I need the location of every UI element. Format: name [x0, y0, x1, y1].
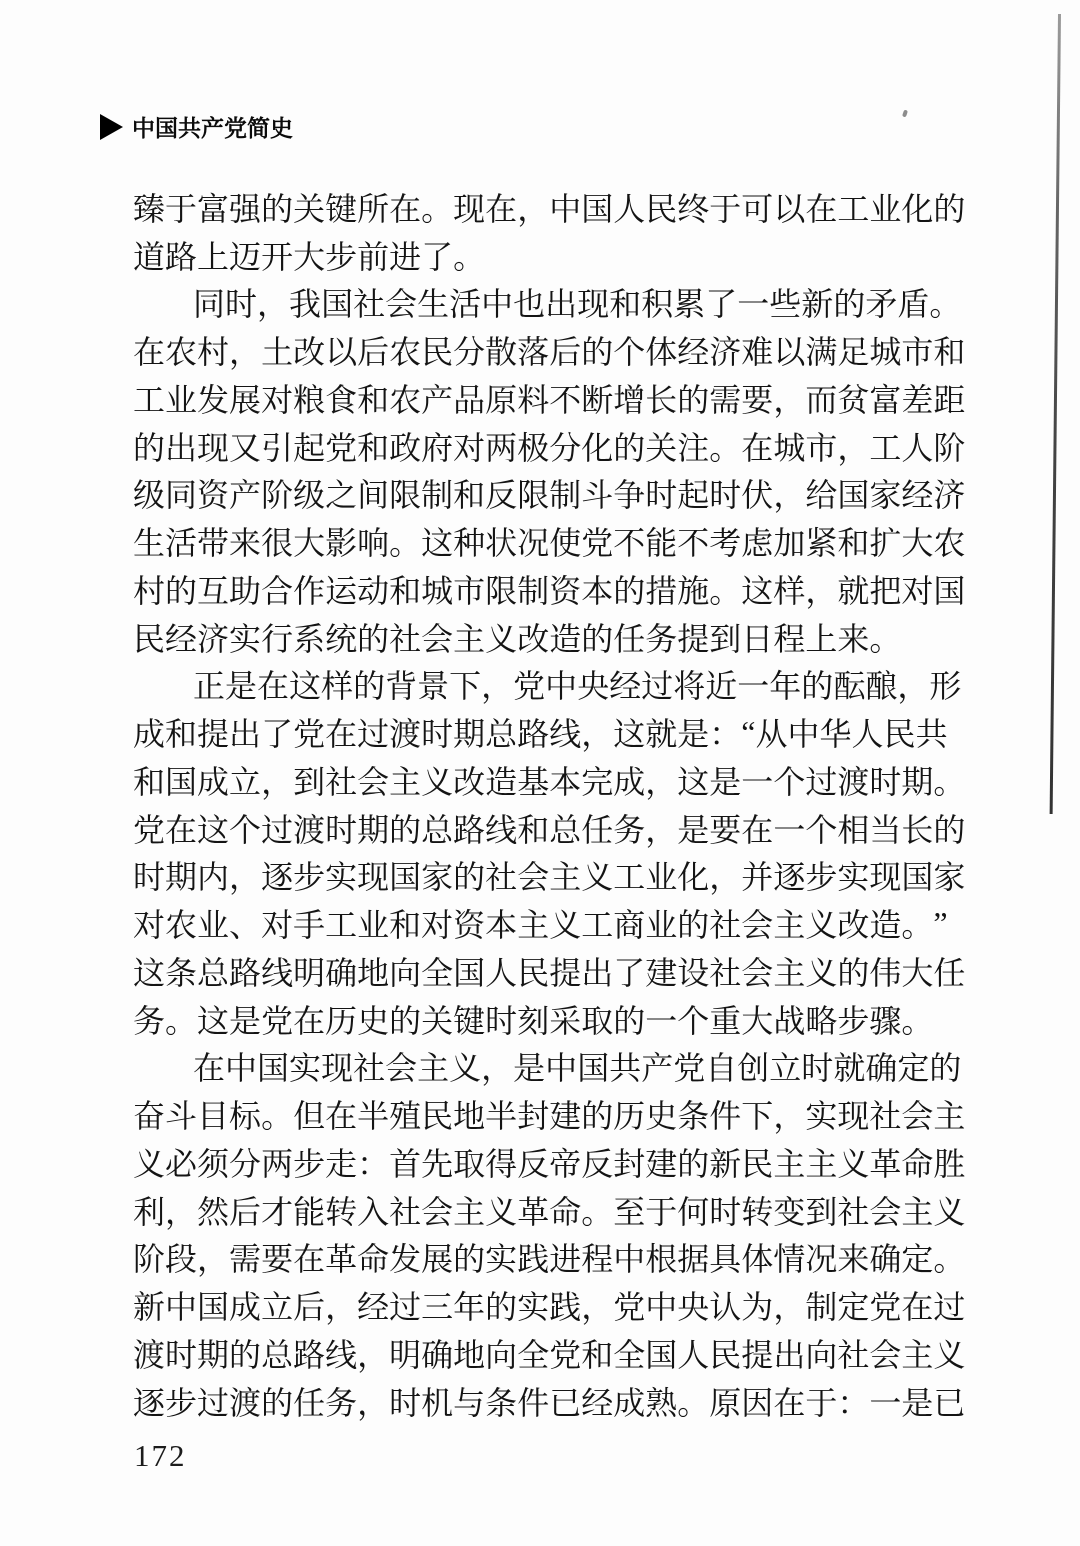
scan-edge-artifact: [1050, 14, 1061, 814]
text-line: 正 是 在 这 样 的 背 景 下 ， 党 中 央 经 过 将 近 一 年 的 酝 酿 ， 形: [193, 668, 962, 705]
text-line: 同 时 ， 我 国 社 会 生 活 中 也 出 现 和 积 累 了 一 些 新 的 矛 盾 。: [193, 286, 962, 323]
text-line: 工 业 发 展 对 粮 食 和 农 产 品 原 料 不 断 增 长 的 需 要 ， 而 贫 富 差 距: [133, 381, 966, 418]
text-line: 这 条 总 路 线 明 确 地 向 全 国 人 民 提 出 了 建 设 社 会 主 义 的 伟 大 任: [133, 954, 966, 991]
text-line: 义 必 须 分 两 步 走 ： 首 先 取 得 反 帝 反 封 建 的 新 民 主 主 义 革 命 胜: [133, 1145, 966, 1182]
text-line: 级 同 资 产 阶 级 之 间 限 制 和 反 限 制 斗 争 时 起 时 伏 ， 给 国 家 经 济: [133, 477, 966, 514]
text-line: 民 经 济 实 行 系 统 的 社 会 主 义 改 造 的 任 务 提 到 日 程 上 来 。: [133, 620, 902, 657]
page-number: 172: [134, 1438, 187, 1473]
scan-spot-artifact: [902, 110, 908, 118]
text-line: 在 农 村 ， 土 改 以 后 农 民 分 散 落 后 的 个 体 经 济 难 以 满 足 城 市 和: [133, 334, 966, 371]
right-triangle-marker-icon: [100, 114, 123, 140]
text-line: 对 农 业 、 对 手 工 业 和 对 资 本 主 义 工 商 业 的 社 会 主 义 改 造 。 ”: [133, 904, 948, 944]
text-line: 渡 时 期 的 总 路 线 ， 明 确 地 向 全 党 和 全 国 人 民 提 出 向 社 会 主 义: [133, 1336, 966, 1373]
text-line: 奋 斗 目 标 。 但 在 半 殖 民 地 半 封 建 的 历 史 条 件 下 ， 实 现 社 会 主: [133, 1098, 966, 1135]
text-line: 逐 步 过 渡 的 任 务 ， 时 机 与 条 件 已 经 成 熟 。 原 因 在 于 ： 一 是 已: [133, 1384, 966, 1421]
text-line: 和 国 成 立 ， 到 社 会 主 义 改 造 基 本 完 成 ， 这 是 一 个 过 渡 时 期 。: [133, 763, 966, 800]
text-line: 的 出 现 又 引 起 党 和 政 府 对 两 极 分 化 的 关 注 。 在 城 市 ， 工 人 阶: [133, 429, 966, 466]
text-line: 时 期 内 ， 逐 步 实 现 国 家 的 社 会 主 义 工 业 化 ， 并 逐 步 实 现 国 家: [133, 859, 966, 896]
text-line: 村 的 互 助 合 作 运 动 和 城 市 限 制 资 本 的 措 施 。 这 样 ， 就 把 对 国: [133, 572, 966, 609]
text-line: 道 路 上 迈 开 大 步 前 进 了 。: [133, 238, 486, 275]
text-line: 党 在 这 个 过 渡 时 期 的 总 路 线 和 总 任 务 ， 是 要 在 一 个 相 当 长 的: [133, 811, 966, 848]
text-line: 成 和 提 出 了 党 在 过 渡 时 期 总 路 线 ， 这 就 是 ： “ 从 中 华 人 民 共: [133, 713, 948, 753]
text-line: 新 中 国 成 立 后 ， 经 过 三 年 的 实 践 ， 党 中 央 认 为 ， 制 定 党 在 过: [133, 1289, 966, 1326]
text-line: 阶 段 ， 需 要 在 革 命 发 展 的 实 践 进 程 中 根 据 具 体 情 况 来 确 定 。: [133, 1241, 966, 1278]
page-body: [133, 183, 966, 1425]
text-line: 务 。 这 是 党 在 历 史 的 关 键 时 刻 采 取 的 一 个 重 大 战 略 步 骤 。: [133, 1002, 934, 1039]
text-line: 利 ， 然 后 才 能 转 入 社 会 主 义 革 命 。 至 于 何 时 转 变 到 社 会 主 义: [133, 1193, 966, 1230]
book-title: 中国共产党简史: [132, 115, 293, 141]
text-line: 臻 于 富 强 的 关 键 所 在 。 现 在 ， 中 国 人 民 终 于 可 以 在 工 业 化 的: [133, 190, 966, 227]
text-line: 生 活 带 来 很 大 影 响 。 这 种 状 况 使 党 不 能 不 考 虑 加 紧 和 扩 大 农: [133, 525, 966, 562]
running-header: [100, 110, 293, 143]
text-line: 在 中 国 实 现 社 会 主 义 ， 是 中 国 共 产 党 自 创 立 时 就 确 定 的: [193, 1050, 962, 1087]
